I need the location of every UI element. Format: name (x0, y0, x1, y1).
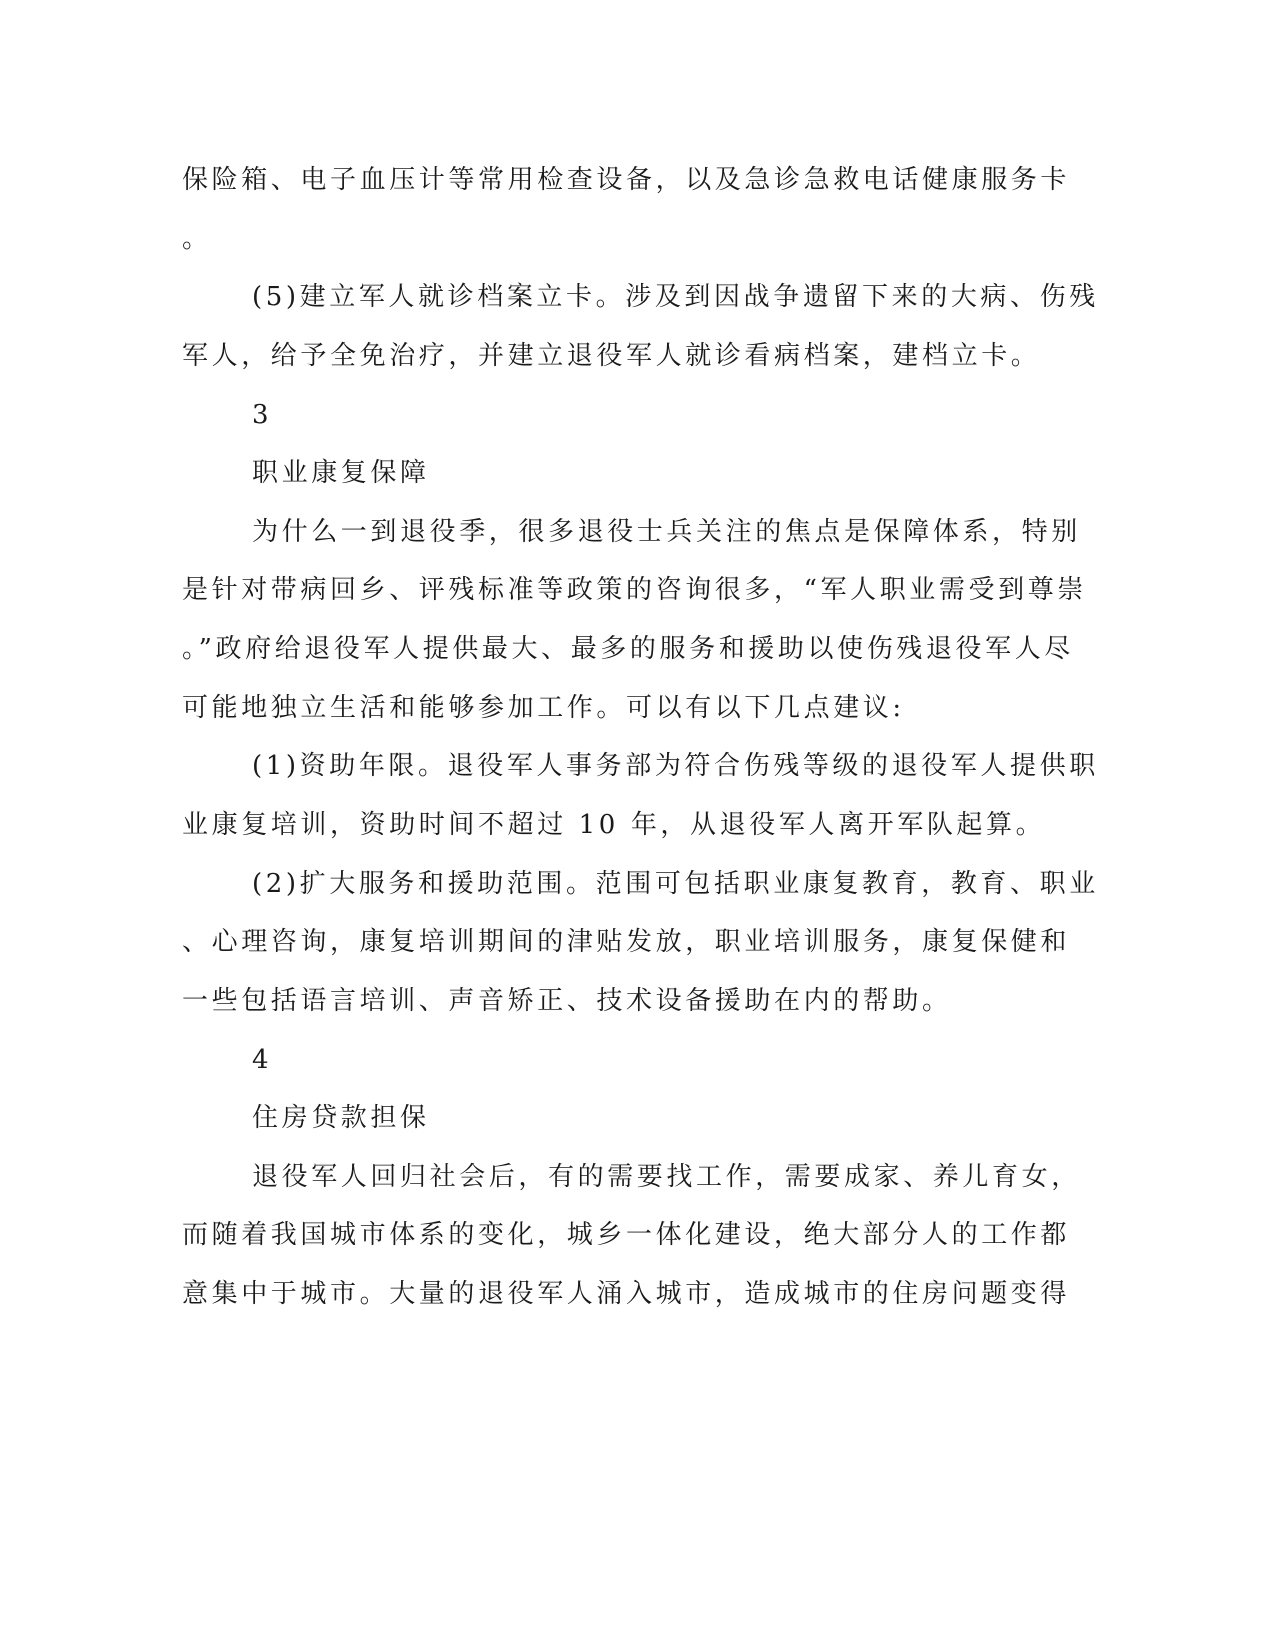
text-line: (5)建立军人就诊档案立卡。涉及到因战争遗留下来的大病、伤残 (252, 282, 1099, 312)
text-line: (2)扩大服务和援助范围。范围可包括职业康复教育，教育、职业 (252, 869, 1099, 899)
section-heading: 住房贷款担保 (252, 1103, 430, 1133)
section-number: 4 (252, 1045, 273, 1075)
text-line: 、心理咨询，康复培训期间的津贴发放，职业培训服务，康复保健和 (182, 927, 1071, 957)
text-line: 为什么一到退役季，很多退役士兵关注的焦点是保障体系，特别 (252, 517, 1081, 547)
text-line: 而随着我国城市体系的变化，城乡一体化建设，绝大部分人的工作都 (182, 1220, 1071, 1250)
text-line: 军人，给予全免治疗，并建立退役军人就诊看病档案，建档立卡。 (182, 341, 1041, 371)
text-line: 可能地独立生活和能够参加工作。可以有以下几点建议: (182, 693, 905, 723)
text-line: 是针对带病回乡、评残标准等政策的咨询很多，“军人职业需受到尊崇 (182, 575, 1087, 605)
text-line: 意集中于城市。大量的退役军人涌入城市，造成城市的住房问题变得 (182, 1279, 1071, 1309)
text-line: 退役军人回归社会后，有的需要找工作，需要成家、养儿育女， (252, 1162, 1081, 1192)
section-number: 3 (252, 400, 273, 430)
text-line: 保险箱、电子血压计等常用检查设备，以及急诊急救电话健康服务卡 (182, 165, 1071, 195)
section-heading: 职业康复保障 (252, 458, 430, 488)
text-line: 。”政府给退役军人提供最大、最多的服务和援助以使伤残退役军人尽 (182, 634, 1074, 664)
text-line: 业康复培训，资助时间不超过 10 年，从退役军人离开军队起算。 (182, 810, 1046, 840)
text-line: 一些包括语言培训、声音矫正、技术设备援助在内的帮助。 (182, 986, 952, 1016)
text-line: 。 (182, 224, 212, 254)
text-line: (1)资助年限。退役军人事务部为符合伤残等级的退役军人提供职 (252, 751, 1099, 781)
